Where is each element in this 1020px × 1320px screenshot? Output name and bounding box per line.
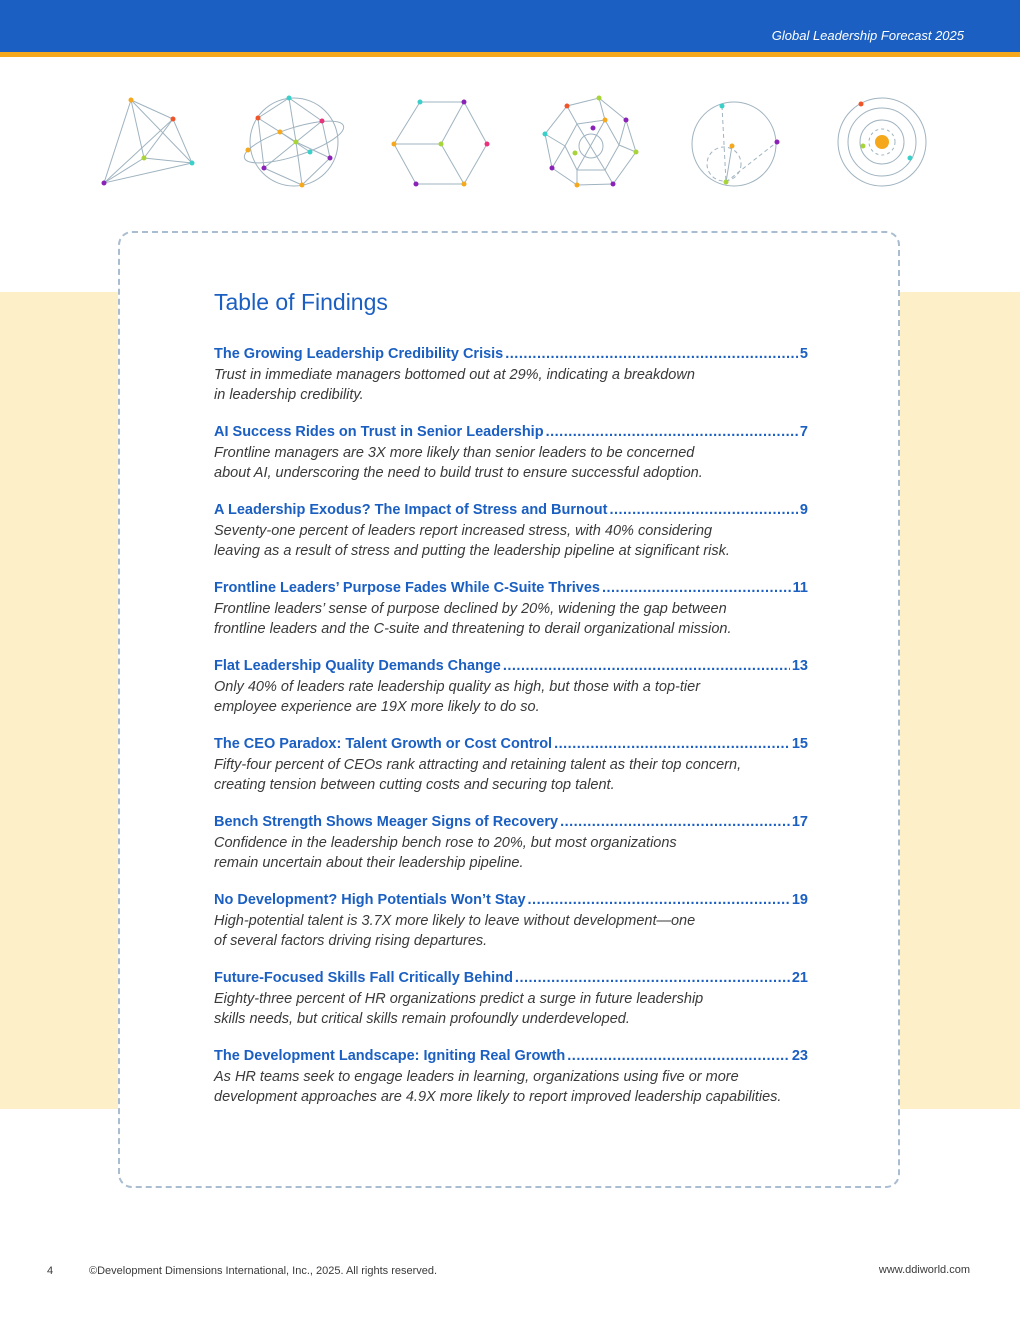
finding-link[interactable] — [214, 889, 808, 911]
finding-title[interactable]: A Leadership Exodus? The Impact of Stress and Burnout — [214, 502, 608, 518]
dot-leader — [505, 343, 798, 365]
footer-copyright: ©Development Dimensions International, Inc., 2025. All rights reserved. — [89, 1265, 438, 1277]
finding-page-number[interactable]: 21 — [791, 970, 808, 986]
finding-page-number[interactable]: 17 — [791, 814, 808, 830]
network-shape-icon — [93, 90, 203, 200]
finding-description-line: in leadership credibility. — [214, 387, 364, 403]
finding-description — [214, 989, 808, 1029]
finding-item — [214, 733, 808, 811]
finding-item — [214, 343, 808, 421]
finding-description-line: High-potential talent is 3.7X more likely to leave without development—one — [214, 913, 696, 929]
finding-description — [214, 833, 808, 873]
header-accent-rule — [0, 52, 1020, 57]
finding-description-line: creating tension between cutting costs and securing top talent. — [214, 777, 615, 793]
finding-page-number[interactable]: 23 — [791, 1048, 808, 1064]
finding-link[interactable] — [214, 1045, 808, 1067]
cube-icon — [386, 90, 496, 200]
finding-title[interactable]: The Development Landscape: Igniting Real Growth — [214, 1048, 566, 1064]
footer-website-link[interactable]: www.ddiworld.com — [878, 1264, 970, 1276]
finding-title[interactable]: Bench Strength Shows Meager Signs of Recovery — [214, 814, 559, 830]
finding-page-number[interactable]: 13 — [791, 658, 808, 674]
target-circles-icon — [828, 90, 938, 200]
finding-title[interactable]: Frontline Leaders’ Purpose Fades While C-Suite Thrives — [214, 580, 600, 596]
finding-link[interactable] — [214, 421, 808, 443]
finding-link[interactable] — [214, 343, 808, 365]
finding-page-number[interactable]: 11 — [792, 580, 808, 596]
dot-leader — [609, 499, 797, 521]
finding-item — [214, 967, 808, 1045]
footer-page-number: 4 — [47, 1265, 54, 1277]
icon-row — [0, 90, 1020, 200]
finding-description-line: of several factors driving rising departures. — [214, 933, 488, 949]
finding-link[interactable] — [214, 655, 808, 677]
finding-title[interactable]: The CEO Paradox: Talent Growth or Cost Control — [214, 736, 553, 752]
globe-network-icon — [240, 90, 350, 200]
dot-leader — [567, 1045, 790, 1067]
dot-leader — [554, 733, 790, 755]
finding-link[interactable] — [214, 577, 808, 599]
finding-item — [214, 421, 808, 499]
finding-description — [214, 521, 808, 561]
finding-link[interactable] — [214, 499, 808, 521]
finding-description — [214, 365, 808, 405]
dot-leader — [546, 421, 798, 443]
finding-description-line: Fifty-four percent of CEOs rank attracting and retaining talent as their top concern, — [214, 757, 742, 773]
circle-orbit-icon — [680, 90, 790, 200]
finding-description-line: As HR teams seek to engage leaders in learning, organizations using five or more — [214, 1069, 739, 1085]
dot-leader — [528, 889, 790, 911]
finding-page-number[interactable]: 19 — [791, 892, 808, 908]
finding-page-number[interactable]: 15 — [791, 736, 808, 752]
finding-item — [214, 499, 808, 577]
finding-description-line: Frontline managers are 3X more likely than senior leaders to be concerned — [214, 445, 695, 461]
finding-item — [214, 811, 808, 889]
finding-description-line: skills needs, but critical skills remain profoundly underdeveloped. — [214, 1011, 630, 1027]
finding-title[interactable]: Future-Focused Skills Fall Critically Behind — [214, 970, 513, 986]
finding-link[interactable] — [214, 967, 808, 989]
finding-link[interactable] — [214, 811, 808, 833]
header-bar — [0, 0, 1020, 52]
finding-description-line: Frontline leaders’ sense of purpose declined by 20%, widening the gap between — [214, 601, 727, 617]
finding-item — [214, 889, 808, 967]
dot-leader — [503, 655, 790, 677]
document-title: Global Leadership Forecast 2025 — [771, 28, 964, 43]
geodesic-sphere-icon — [535, 90, 645, 200]
finding-description-line: Seventy-one percent of leaders report increased stress, with 40% considering — [214, 523, 713, 539]
findings-list — [214, 343, 808, 1123]
toc-heading: Table of Findings — [214, 289, 388, 315]
finding-description-line: Eighty-three percent of HR organizations predict a surge in future leadership — [214, 991, 704, 1007]
finding-title[interactable]: AI Success Rides on Trust in Senior Leadership — [214, 424, 544, 440]
finding-description — [214, 1067, 808, 1107]
finding-page-number[interactable]: 5 — [799, 346, 808, 362]
finding-title[interactable]: No Development? High Potentials Won’t Stay — [214, 892, 526, 908]
finding-item — [214, 577, 808, 655]
dot-leader — [602, 577, 791, 599]
finding-description-line: Only 40% of leaders rate leadership quality as high, but those with a top-tier — [214, 679, 701, 695]
finding-description-line: Confidence in the leadership bench rose to 20%, but most organizations — [214, 835, 677, 851]
finding-description — [214, 911, 808, 951]
finding-link[interactable] — [214, 733, 808, 755]
finding-item — [214, 1045, 808, 1123]
finding-item — [214, 655, 808, 733]
finding-description-line: employee experience are 19X more likely to do so. — [214, 699, 540, 715]
finding-description — [214, 755, 808, 795]
dot-leader — [515, 967, 790, 989]
finding-description — [214, 599, 808, 639]
finding-description — [214, 443, 808, 483]
finding-description-line: about AI, underscoring the need to build trust to ensure successful adoption. — [214, 465, 703, 481]
finding-title[interactable]: The Growing Leadership Credibility Crisis — [214, 346, 504, 362]
finding-title[interactable]: Flat Leadership Quality Demands Change — [214, 658, 501, 674]
finding-description-line: frontline leaders and the C-suite and threatening to derail organizational mission. — [214, 621, 732, 637]
dot-leader — [560, 811, 790, 833]
finding-page-number[interactable]: 7 — [799, 424, 808, 440]
finding-description-line: Trust in immediate managers bottomed out at 29%, indicating a breakdown — [214, 367, 695, 383]
finding-description — [214, 677, 808, 717]
finding-description-line: leaving as a result of stress and putting the leadership pipeline at significant risk. — [214, 543, 730, 559]
finding-page-number[interactable]: 9 — [799, 502, 808, 518]
finding-description-line: development approaches are 4.9X more likely to report improved leadership capabilities. — [214, 1089, 782, 1105]
finding-description-line: remain uncertain about their leadership pipeline. — [214, 855, 524, 871]
